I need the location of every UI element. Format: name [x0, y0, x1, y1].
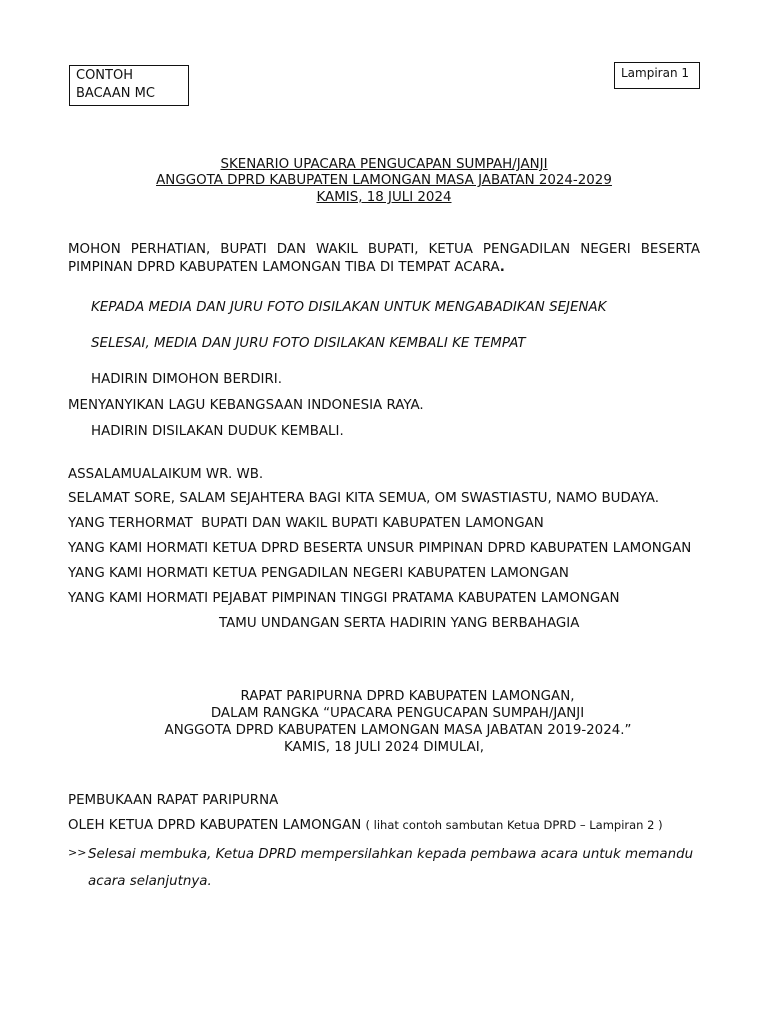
media-done-instruction: SELESAI, MEDIA DAN JURU FOTO DISILAKAN KEMBALI KE TEMPAT [91, 336, 526, 351]
greeting-line: YANG TERHORMAT BUPATI DAN WAKIL BUPATI KABUPATEN LAMONGAN [68, 516, 544, 531]
greeting-line: YANG KAMI HORMATI PEJABAT PIMPINAN TINGGI PRATAMA KABUPATEN LAMONGAN [68, 591, 620, 606]
meeting-line-3: ANGGOTA DPRD KABUPATEN LAMONGAN MASA JABATAN 2019-2024.” [164, 723, 632, 739]
title-line-1: SKENARIO UPACARA PENGUCAPAN SUMPAH/JANJI [220, 157, 548, 172]
example-label-box [69, 65, 189, 106]
intro-paragraph [68, 241, 700, 277]
anthem-instruction: MENYANYIKAN LAGU KEBANGSAAN INDONESIA RAYA. [68, 398, 424, 413]
media-instruction: KEPADA MEDIA DAN JURU FOTO DISILAKAN UNTUK MENGABADIKAN SEJENAK [91, 300, 607, 315]
closing-note-text: Selesai membuka, Ketua DPRD mempersilahkan kepada pembawa acara untuk memandu acara selanjutnya. [88, 847, 694, 889]
meeting-announcement [0, 688, 768, 757]
double-chevron-icon: >> [68, 846, 87, 859]
opening-by-line [68, 818, 663, 835]
greeting-line: SELAMAT SORE, SALAM SEJAHTERA BAGI KITA SEMUA, OM SWASTIASTU, NAMO BUDAYA. [68, 491, 659, 506]
document-title [0, 157, 768, 206]
guests-greeting: TAMU UNDANGAN SERTA HADIRIN YANG BERBAHAGIA [219, 616, 580, 631]
stand-instruction: HADIRIN DIMOHON BERDIRI. [91, 372, 282, 387]
attachment-label: Lampiran 1 [621, 66, 690, 80]
sit-instruction: HADIRIN DISILAKAN DUDUK KEMBALI. [91, 424, 344, 439]
attachment-label-box [614, 62, 700, 89]
meeting-line-1: RAPAT PARIPURNA DPRD KABUPATEN LAMONGAN, [240, 689, 575, 704]
intro-text: MOHON PERHATIAN, BUPATI DAN WAKIL BUPATI, KETUA PENGADILAN NEGERI BESERTA PIMPINAN DPRD KABUPATEN LAMONGAN TIBA DI TEMPAT ACARA [68, 242, 700, 276]
greeting-line: YANG KAMI HORMATI KETUA PENGADILAN NEGERI KABUPATEN LAMONGAN [68, 566, 569, 581]
title-line-3: KAMIS, 18 JULI 2024 [316, 189, 452, 205]
opening-by: OLEH KETUA DPRD KABUPATEN LAMONGAN [68, 818, 362, 833]
opening-title: PEMBUKAAN RAPAT PARIPURNA [68, 793, 279, 808]
example-label-line1: CONTOH [76, 68, 133, 83]
greeting-line: ASSALAMUALAIKUM WR. WB. [68, 467, 264, 482]
greeting-line: YANG KAMI HORMATI KETUA DPRD BESERTA UNSUR PIMPINAN DPRD KABUPATEN LAMONGAN [68, 541, 692, 556]
opening-note-reference: ( lihat contoh sambutan Ketua DPRD – Lampiran 2 ) [365, 818, 663, 832]
meeting-line-2: DALAM RANGKA “UPACARA PENGUCAPAN SUMPAH/JANJI [210, 706, 585, 722]
title-line-2: ANGGOTA DPRD KABUPATEN LAMONGAN MASA JABATAN 2024-2029 [156, 173, 612, 189]
example-label-line2: BACAAN MC [76, 85, 155, 101]
meeting-line-4: KAMIS, 18 JULI 2024 DIMULAI, [283, 740, 485, 756]
intro-period: . [499, 260, 505, 276]
